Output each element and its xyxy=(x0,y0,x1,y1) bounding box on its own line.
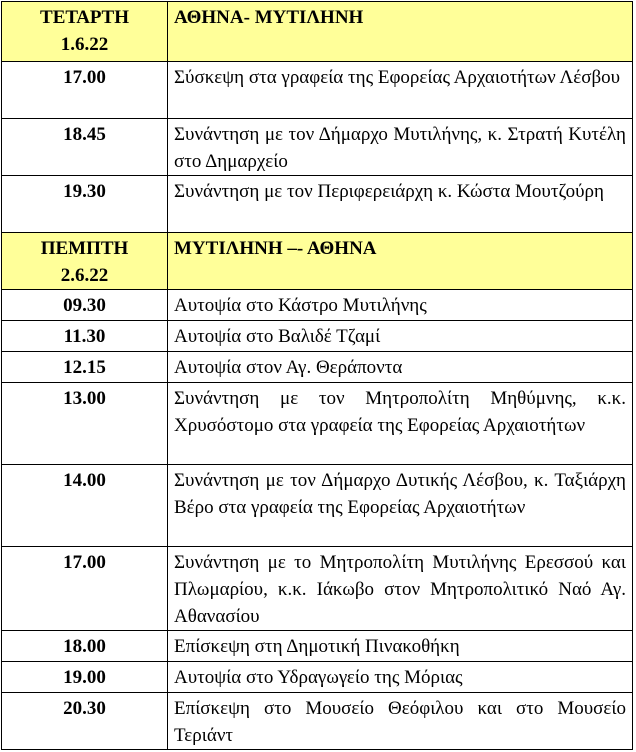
schedule-row xyxy=(2,547,633,631)
event-time: 12.15 xyxy=(2,352,168,383)
schedule-row xyxy=(2,693,633,750)
event-time: 19.30 xyxy=(2,176,168,233)
schedule-row xyxy=(2,631,633,662)
schedule-row xyxy=(2,352,633,383)
event-description: Αυτοψία στο Υδραγωγείο της Μόριας xyxy=(168,662,633,693)
day-cell xyxy=(2,233,168,290)
event-time: 11.30 xyxy=(2,321,168,352)
event-time: 18.45 xyxy=(2,119,168,176)
event-time: 20.30 xyxy=(2,693,168,750)
weekday-label: ΤΕΤΑΡΤΗ xyxy=(40,7,129,28)
event-description: Αυτοψία στο Κάστρο Μυτιλήνης xyxy=(168,290,633,321)
event-description: Συνάντηση με τον Δήμαρχο Μυτιλήνης, κ. Στρατή Κυτέλη στο Δημαρχείο xyxy=(168,119,633,176)
event-time: 18.00 xyxy=(2,631,168,662)
route-label: ΑΘΗΝΑ- ΜΥΤΙΛΗΝΗ xyxy=(168,2,633,62)
schedule-row xyxy=(2,321,633,352)
event-time: 14.00 xyxy=(2,465,168,547)
schedule-table xyxy=(1,1,633,750)
schedule-row xyxy=(2,383,633,465)
event-description: Συνάντηση με τον Μητροπολίτη Μηθύμνης, κ.κ. Χρυσόστομο στα γραφεία της Εφορείας Αρχαιοτήτων xyxy=(168,383,633,465)
schedule-row xyxy=(2,119,633,176)
event-description: Αυτοψία στο Βαλιδέ Τζαμί xyxy=(168,321,633,352)
schedule-row xyxy=(2,62,633,119)
schedule-row xyxy=(2,176,633,233)
event-time: 19.00 xyxy=(2,662,168,693)
day-cell xyxy=(2,2,168,62)
weekday-label: ΠΕΜΠΤΗ xyxy=(40,238,129,259)
event-description: Συνάντηση με τον Περιφερειάρχη κ. Κώστα Μουτζούρη xyxy=(168,176,633,233)
day-header-row xyxy=(2,233,633,290)
event-description: Συνάντηση με το Μητροπολίτη Μυτιλήνης Ερεσσού και Πλωμαρίου, κ.κ. Ιάκωβο στον Μητροπολιτικό Ναό Αγ. Αθανασίου xyxy=(168,547,633,631)
route-label: ΜΥΤΙΛΗΝΗ –- ΑΘΗΝΑ xyxy=(168,233,633,290)
date-label: 2.6.22 xyxy=(60,265,109,286)
event-description: Επίσκεψη στη Δημοτική Πινακοθήκη xyxy=(168,631,633,662)
event-time: 13.00 xyxy=(2,383,168,465)
event-description: Συνάντηση με τον Δήμαρχο Δυτικής Λέσβου, κ. Ταξιάρχη Βέρο στα γραφεία της Εφορείας Αρχαιοτήτων xyxy=(168,465,633,547)
event-time: 09.30 xyxy=(2,290,168,321)
event-description: Αυτοψία στον Αγ. Θεράποντα xyxy=(168,352,633,383)
schedule-row xyxy=(2,465,633,547)
day-header-row xyxy=(2,2,633,62)
event-time: 17.00 xyxy=(2,547,168,631)
schedule-row xyxy=(2,290,633,321)
date-label: 1.6.22 xyxy=(60,34,109,55)
event-description: Επίσκεψη στο Μουσείο Θεόφιλου και στο Μουσείο Τεριάντ xyxy=(168,693,633,750)
event-description: Σύσκεψη στα γραφεία της Εφορείας Αρχαιοτήτων Λέσβου xyxy=(168,62,633,119)
schedule-body xyxy=(2,2,633,750)
schedule-row xyxy=(2,662,633,693)
event-time: 17.00 xyxy=(2,62,168,119)
